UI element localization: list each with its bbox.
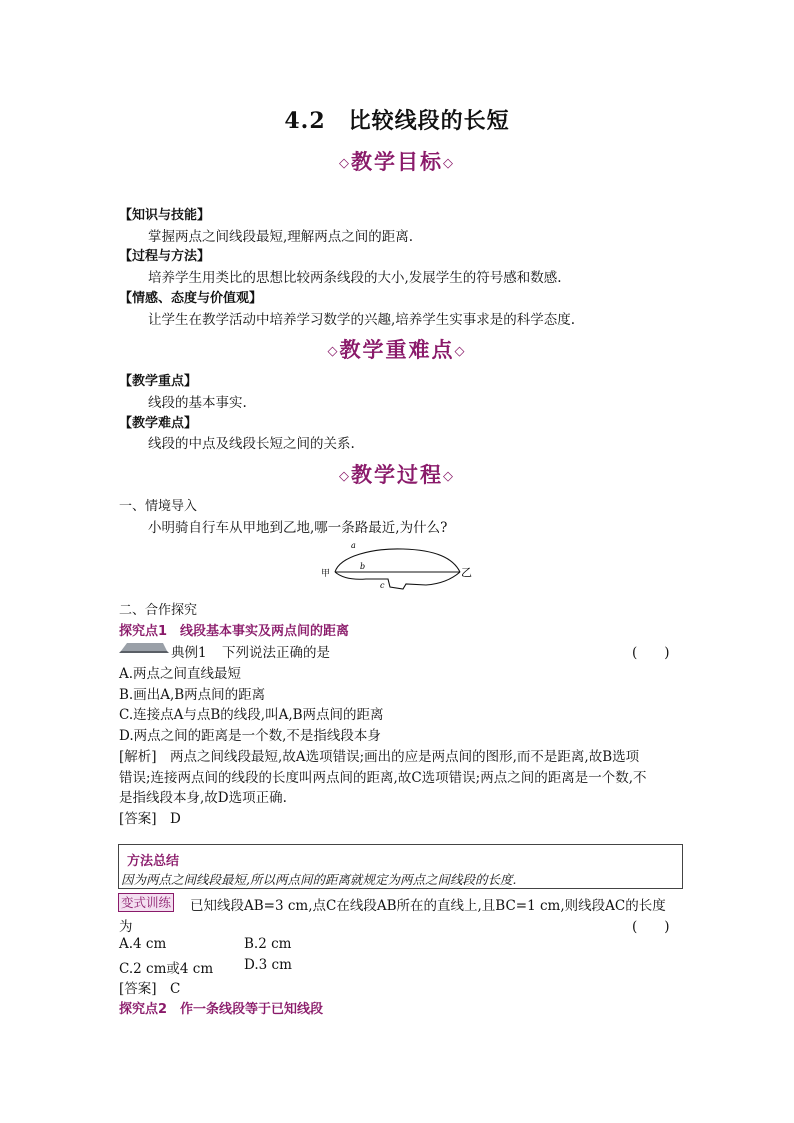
- heading-key-point: 【教学重点】: [119, 374, 198, 389]
- training-option-a: A.4 cm: [119, 936, 167, 952]
- route-c-path: [335, 572, 460, 589]
- diamond-icon: ◇: [454, 344, 467, 359]
- variant-training-tag: 变式训练: [118, 893, 174, 912]
- training-answer-blank: ( ): [632, 919, 670, 935]
- training-question-1: 已知线段AB=3 cm,点C在线段AB所在的直线上,且BC=1 cm,则线段AC的长度: [190, 898, 666, 914]
- diamond-icon: ◇: [327, 344, 340, 359]
- heading-attitude: 【情感、态度与价值观】: [119, 291, 263, 306]
- example-flag-icon: [119, 641, 169, 653]
- diamond-icon: ◇: [339, 469, 351, 484]
- analysis-line-2: 错误;连接两点间的线段的长度叫两点间的距离,故C选项错误;两点之间的距离是一个数,不: [119, 770, 647, 786]
- text-knowledge: 掌握两点之间线段最短,理解两点之间的距离.: [148, 229, 414, 245]
- training-option-b: B.2 cm: [244, 936, 292, 952]
- answer-blank: ( ): [632, 645, 670, 661]
- diamond-icon: ◇: [339, 156, 351, 171]
- route-figure: [318, 538, 478, 596]
- option-d: D.两点之间的距离是一个数,不是指线段本身: [119, 728, 381, 744]
- page-title: 4.2 比较线段的长短: [284, 108, 510, 134]
- answer-1: [答案] D: [119, 811, 181, 827]
- explore-point-1: 探究点1 线段基本事实及两点间的距离: [119, 624, 350, 639]
- label-c: c: [380, 581, 385, 590]
- diamond-icon: ◇: [443, 156, 455, 171]
- text-attitude: 让学生在教学活动中培养学习数学的兴趣,培养学生实事求是的科学态度.: [148, 312, 576, 328]
- text-intro-question: 小明骑自行车从甲地到乙地,哪一条路最近,为什么?: [148, 520, 448, 536]
- label-b: b: [360, 562, 366, 571]
- heading-knowledge: 【知识与技能】: [119, 208, 211, 223]
- method-summary-box: [118, 844, 683, 889]
- heading-explore: 二、合作探究: [119, 603, 198, 618]
- training-option-c: C.2 cm或4 cm: [119, 961, 214, 977]
- example-label: 典例1: [171, 645, 207, 661]
- section-process-label: 教学过程: [351, 462, 443, 487]
- heading-difficult-point: 【教学难点】: [119, 416, 198, 431]
- training-question-2: 为: [119, 919, 133, 935]
- explore-point-2: 探究点2 作一条线段等于已知线段: [119, 1002, 324, 1017]
- option-a: A.两点之间直线最短: [119, 666, 242, 682]
- heading-intro: 一、情境导入: [119, 499, 198, 514]
- label-yi: 乙: [461, 566, 472, 579]
- section-title-process: [0, 459, 794, 489]
- method-title: 方法总结: [127, 854, 180, 869]
- text-process-method: 培养学生用类比的思想比较两条线段的大小,发展学生的符号感和数感.: [148, 270, 562, 286]
- analysis-line-3: 是指线段本身,故D选项正确.: [119, 790, 287, 806]
- analysis-line-1: [解析] 两点之间线段最短,故A选项错误;画出的应是两点间的图形,而不是距离,故B选项: [119, 749, 640, 765]
- answer-2: [答案] C: [119, 981, 181, 997]
- section-key-label: 教学重难点: [339, 337, 455, 362]
- section-title-goals: [0, 146, 794, 176]
- section-goals-label: 教学目标: [351, 149, 443, 174]
- training-option-d: D.3 cm: [244, 957, 292, 973]
- method-text: 因为两点之间线段最短,所以两点间的距离就规定为两点之间线段的长度.: [121, 872, 517, 887]
- diamond-icon: ◇: [443, 469, 455, 484]
- text-key-point: 线段的基本事实.: [148, 395, 247, 411]
- section-title-key: [0, 334, 794, 364]
- option-c: C.连接点A与点B的线段,叫A,B两点间的距离: [119, 707, 384, 723]
- text-difficult-point: 线段的中点及线段长短之间的关系.: [148, 436, 355, 452]
- label-jia: 甲: [321, 569, 331, 579]
- heading-process-method: 【过程与方法】: [119, 249, 211, 264]
- option-b: B.画出A,B两点间的距离: [119, 687, 266, 703]
- route-a-path: [335, 549, 460, 572]
- label-a: a: [351, 541, 356, 550]
- example-question: 下列说法正确的是: [222, 645, 330, 661]
